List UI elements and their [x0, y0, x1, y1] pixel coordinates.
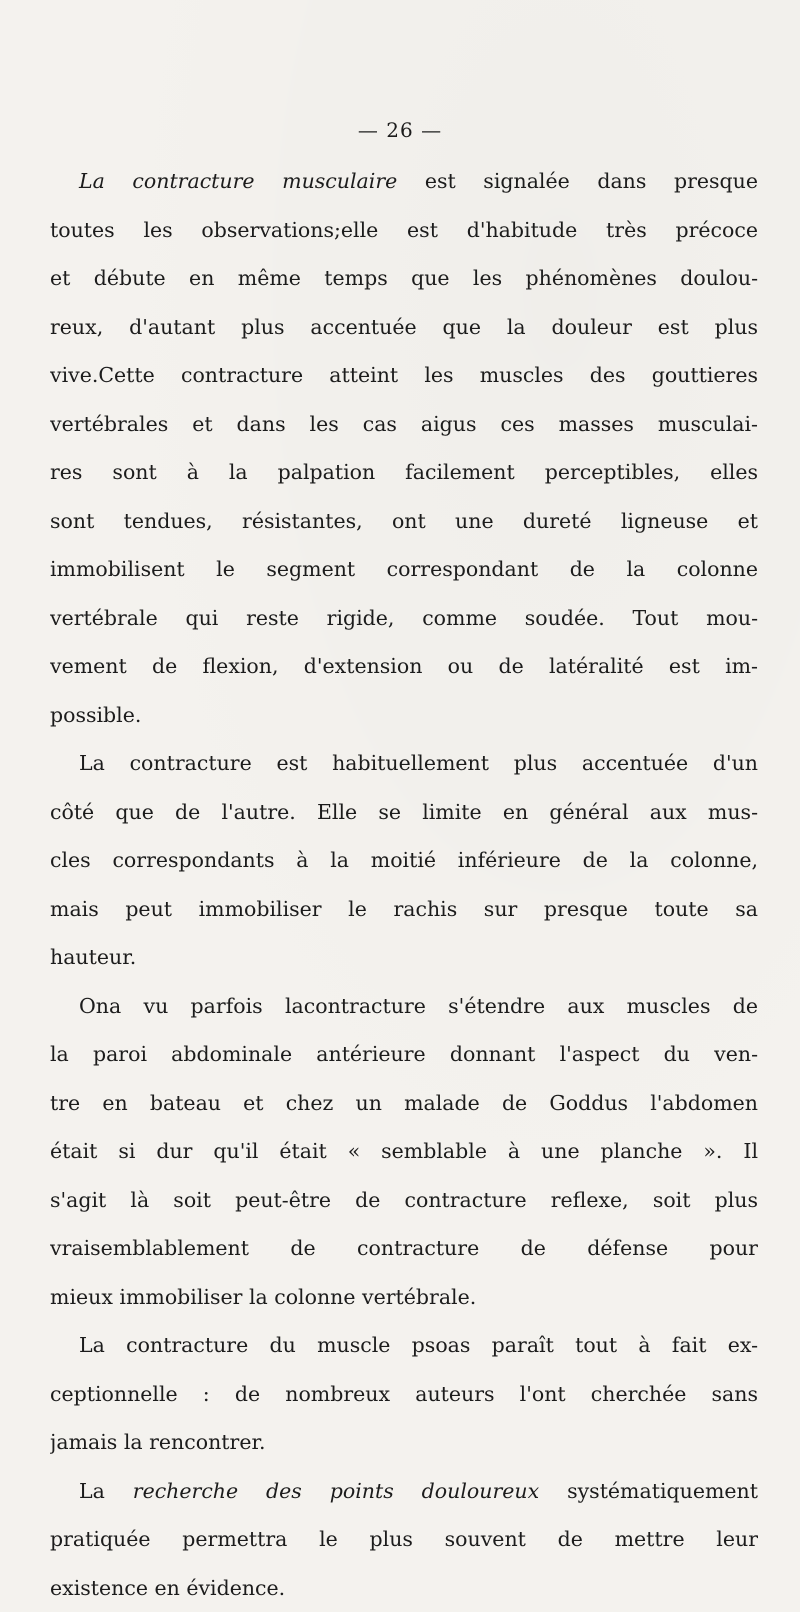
- text-line: [50, 448, 758, 497]
- text-segment: était si dur qu'il était « semblable à une planche ». Il: [50, 1139, 758, 1163]
- text-segment: côté que de l'autre. Elle se limite en général aux mus-: [50, 800, 758, 824]
- text-segment: est signalée dans presque: [397, 169, 758, 193]
- text-line: [50, 1273, 758, 1322]
- text-segment: pratiquée permettra le plus souvent de mettre leur: [50, 1527, 758, 1551]
- text-line: [50, 691, 758, 740]
- text-line: [50, 739, 758, 788]
- text-segment: s'agit là soit peut-être de contracture reflexe, soit plus: [50, 1188, 758, 1212]
- text-line: [50, 206, 758, 255]
- text-segment: cles correspondants à la moitié inférieure de la colonne,: [50, 848, 758, 872]
- text-segment: mais peut immobiliser le rachis sur presque toute sa: [50, 897, 758, 921]
- text-line: [50, 351, 758, 400]
- text-segment: res sont à la palpation facilement perceptibles, elles: [50, 460, 758, 484]
- text-segment: possible.: [50, 703, 141, 727]
- text-line: [50, 642, 758, 691]
- page-number: — 26 —: [0, 118, 800, 142]
- text-segment: sont tendues, résistantes, ont une dureté ligneuse et: [50, 509, 758, 533]
- text-segment: reux, d'autant plus accentuée que la douleur est plus: [50, 315, 758, 339]
- text-segment: vertébrales et dans les cas aigus ces masses musculai-: [50, 412, 758, 436]
- text-line: [50, 1321, 758, 1370]
- text-segment: toutes les observations;elle est d'habitude très précoce: [50, 218, 758, 242]
- text-segment: systématiquement: [539, 1479, 758, 1503]
- text-segment: jamais la rencontrer.: [50, 1430, 266, 1454]
- text-line: [50, 1127, 758, 1176]
- body-text: [50, 157, 758, 1612]
- text-segment: vraisemblablement de contracture de défense pour: [50, 1236, 758, 1260]
- italic-text: La contracture musculaire: [79, 169, 397, 193]
- text-line: [50, 1418, 758, 1467]
- text-line: [50, 303, 758, 352]
- text-line: [50, 1515, 758, 1564]
- text-segment: Ona vu parfois lacontracture s'étendre aux muscles de: [79, 994, 758, 1018]
- text-segment: existence en évidence.: [50, 1576, 285, 1600]
- text-segment: la paroi abdominale antérieure donnant l'aspect du ven-: [50, 1042, 758, 1066]
- text-line: [50, 1224, 758, 1273]
- text-line: [50, 836, 758, 885]
- text-line: [50, 982, 758, 1031]
- text-line: [50, 1564, 758, 1612]
- text-line: [50, 400, 758, 449]
- text-segment: tre en bateau et chez un malade de Goddus l'abdomen: [50, 1091, 758, 1115]
- text-line: [50, 1370, 758, 1419]
- text-line: [50, 788, 758, 837]
- text-segment: vertébrale qui reste rigide, comme soudée. Tout mou-: [50, 606, 758, 630]
- text-segment: vive.Cette contracture atteint les muscles des gouttieres: [50, 363, 758, 387]
- text-segment: et débute en même temps que les phénomènes doulou-: [50, 266, 758, 290]
- text-segment: vement de flexion, d'extension ou de latéralité est im-: [50, 654, 758, 678]
- text-line: [50, 1176, 758, 1225]
- text-line: [50, 1030, 758, 1079]
- text-segment: La: [79, 1479, 133, 1503]
- text-line: [50, 885, 758, 934]
- text-line: [50, 157, 758, 206]
- text-segment: La contracture du muscle psoas paraît tout à fait ex-: [79, 1333, 758, 1357]
- text-line: [50, 1467, 758, 1516]
- text-line: [50, 254, 758, 303]
- text-line: [50, 497, 758, 546]
- text-segment: La contracture est habituellement plus accentuée d'un: [79, 751, 758, 775]
- text-segment: mieux immobiliser la colonne vertébrale.: [50, 1285, 476, 1309]
- text-line: [50, 594, 758, 643]
- text-segment: hauteur.: [50, 945, 136, 969]
- text-line: [50, 545, 758, 594]
- text-line: [50, 933, 758, 982]
- text-segment: immobilisent le segment correspondant de la colonne: [50, 557, 758, 581]
- text-line: [50, 1079, 758, 1128]
- italic-text: recherche des points douloureux: [133, 1479, 539, 1503]
- text-segment: ceptionnelle : de nombreux auteurs l'ont cherchée sans: [50, 1382, 758, 1406]
